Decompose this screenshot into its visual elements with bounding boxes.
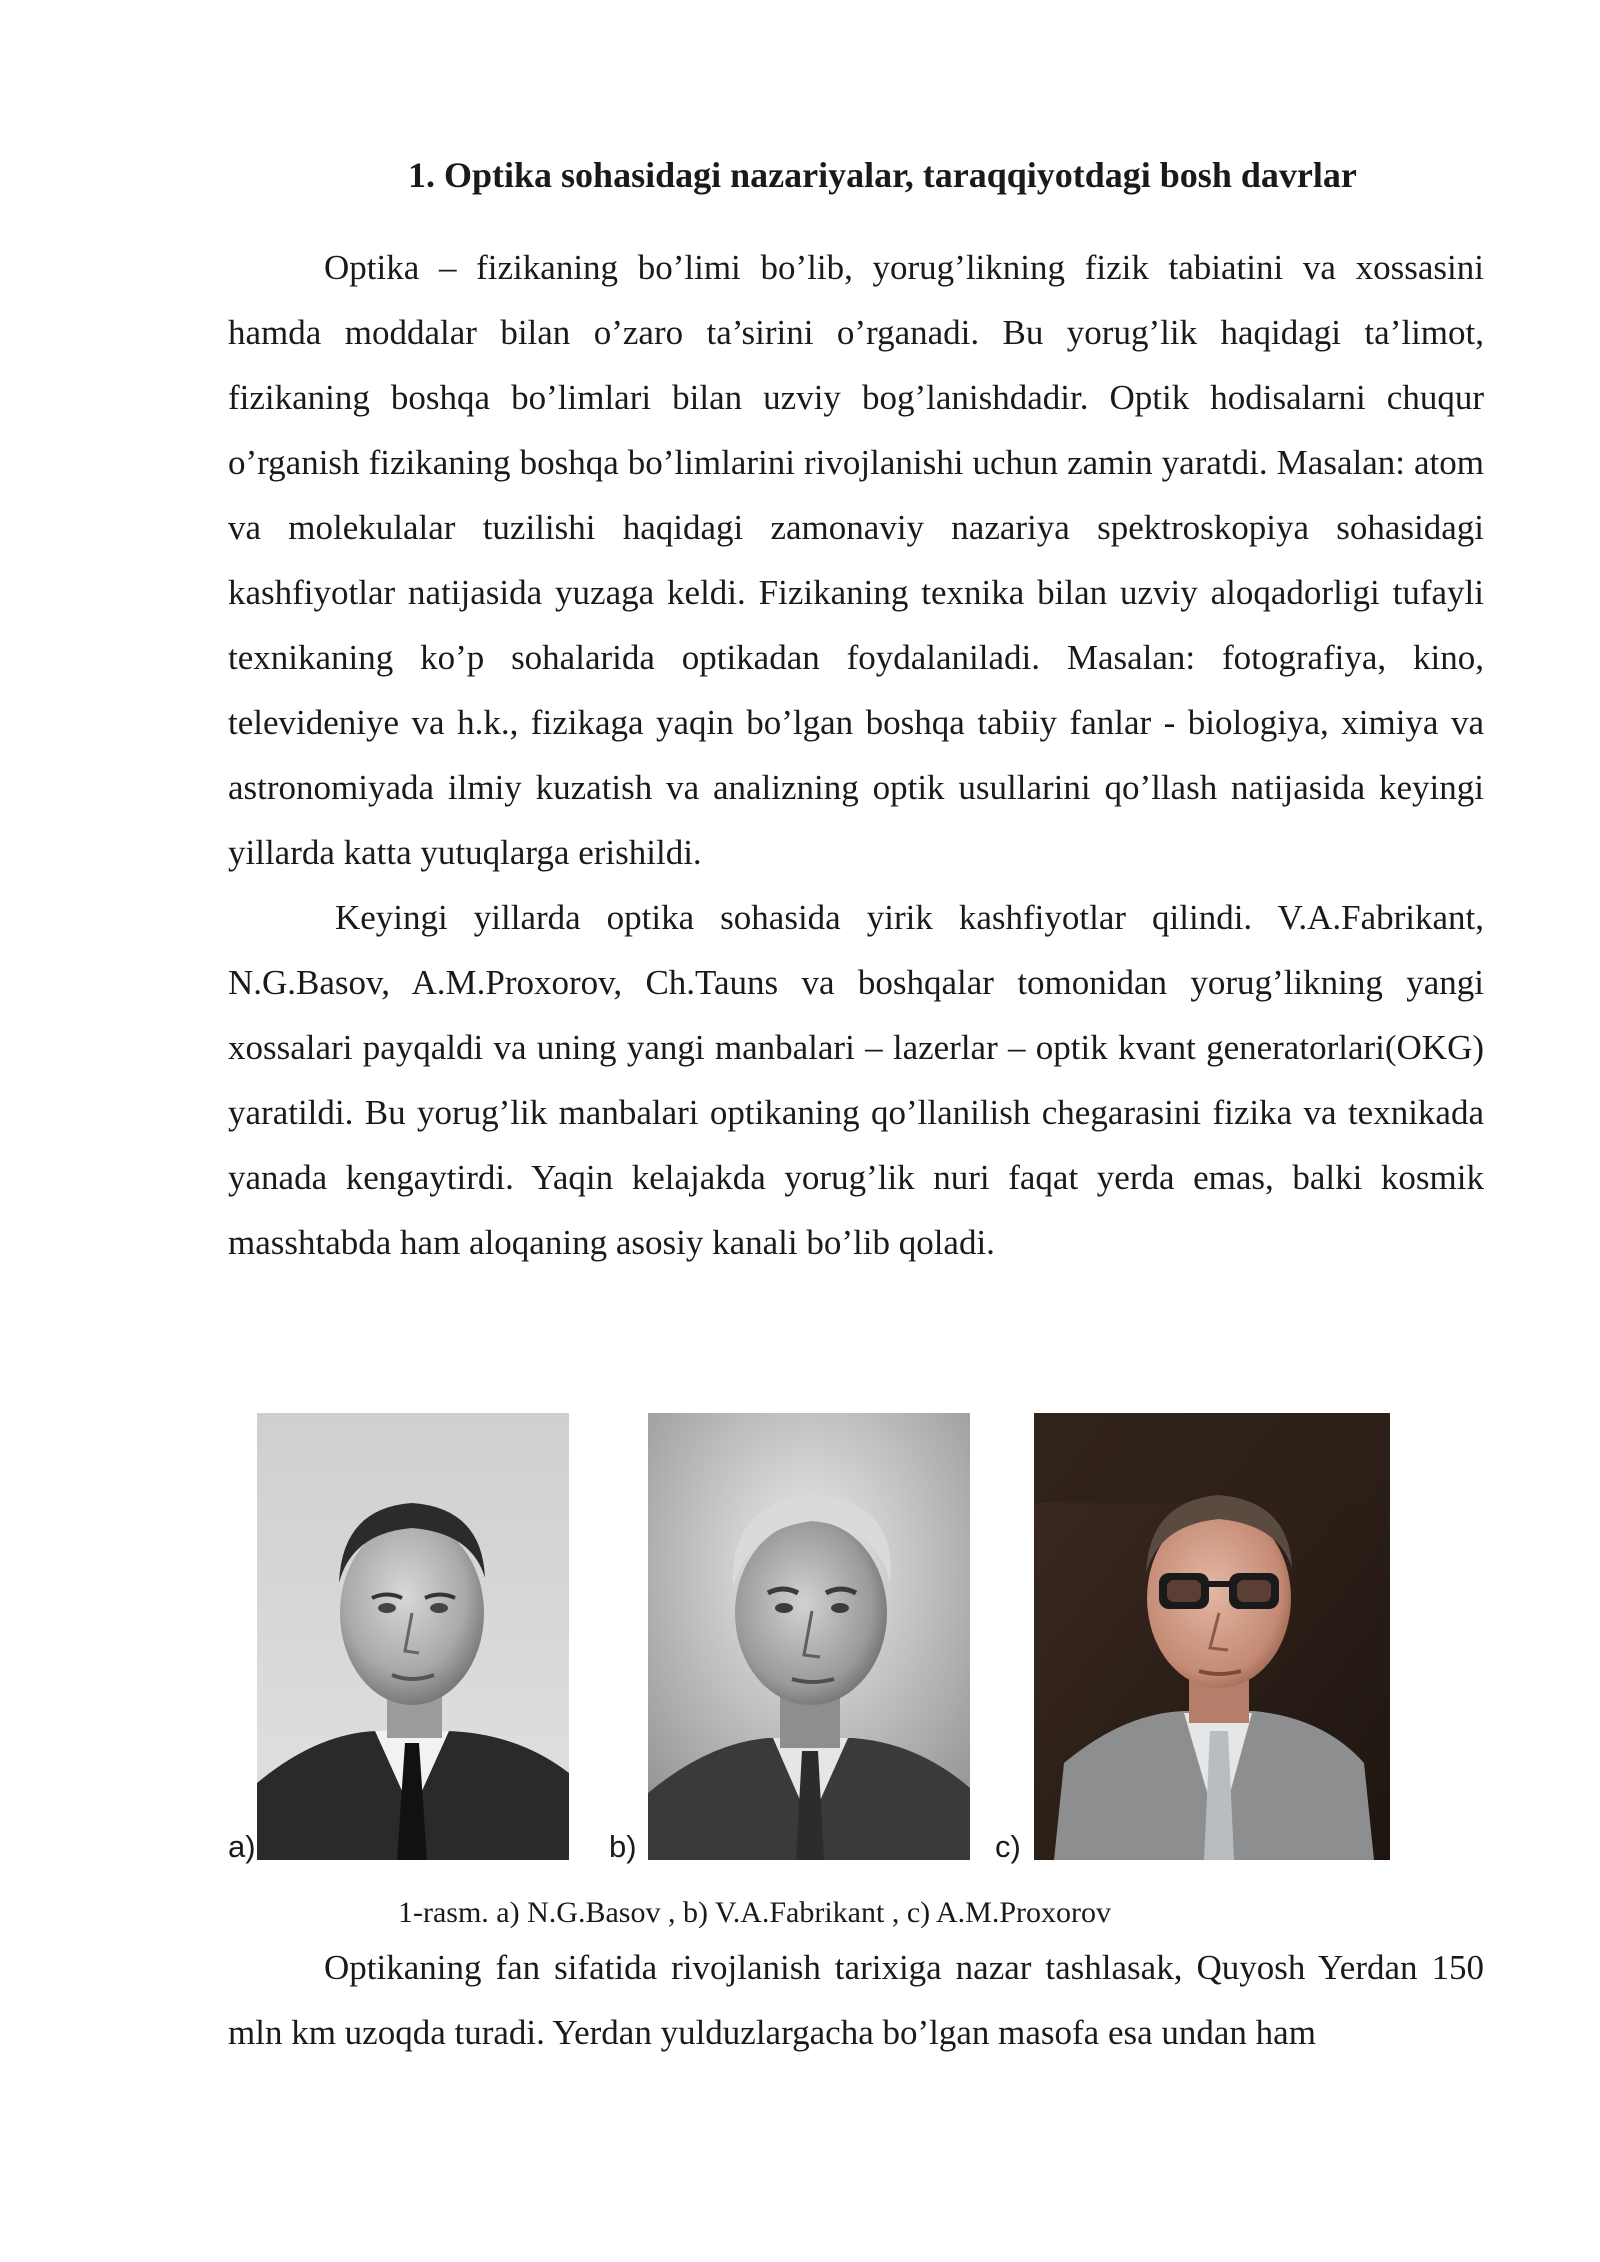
portrait-photo-a [257, 1413, 569, 1860]
portrait-photo-b [648, 1413, 970, 1860]
figure-label-b: b) [609, 1829, 637, 1864]
paragraph-discoveries [228, 885, 1484, 1275]
paragraph-text: Optika – fizikaning bo’limi bo’lib, yorug’likning fizik tabiatini va xossasini hamda moddalar bilan o’zaro ta’sirini o’rganadi. Bu yorug’lik haqidagi ta’limot, fizikaning boshqa bo’limlari bilan uzviy bog’lanishdadir. Optik hodisalarni chuqur o’rganish fizikaning boshqa bo’limlarini rivojlanishi uchun zamin yaratdi. Masalan: atom va molekulalar tuzilishi haqidagi zamonaviy nazariya spektroskopiya sohasidagi kashfiyotlar natijasida yuzaga keldi. Fizikaning texnika bilan uzviy aloqadorligi tufayli texnikaning ko’p sohalarida optikadan foydalaniladi. Masalan: fotografiya, kino, televideniye va h.k., fizikaga yaqin bo’lgan boshqa tabiiy fanlar - biologiya, ximiya va astronomiyada ilmiy kuzatish va analizning optik usullarini qo’llash natijasida keyingi yillarda katta yutuqlarga erishildi. [228, 248, 1484, 872]
paragraph-text: Optikaning fan sifatida rivojlanish tarixiga nazar tashlasak, Quyosh Yerdan 150 mln km uzoqda turadi. Yerdan yulduzlargacha bo’lgan masofa esa undan ham [228, 1948, 1484, 2052]
figure-label-c: c) [995, 1829, 1021, 1864]
paragraph-intro [228, 235, 1484, 885]
section-heading: 1. Optika sohasidagi nazariyalar, taraqqiyotdagi bosh davrlar [408, 155, 1357, 195]
figure-caption: 1-rasm. a) N.G.Basov , b) V.A.Fabrikant , c) A.M.Proxorov [398, 1896, 1111, 1929]
paragraph-text: Keyingi yillarda optika sohasida yirik kashfiyotlar qilindi. V.A.Fabrikant, N.G.Basov, A.M.Proxorov, Ch.Tauns va boshqalar tomonidan yorug’likning yangi xossalari payqaldi va uning yangi manbalari – lazerlar – optik kvant generatorlari(OKG) yaratildi. Bu yorug’lik manbalari optikaning qo’llanilish chegarasini fizika va texnikada yanada kengaytirdi. Yaqin kelajakda yorug’lik nuri faqat yerda emas, balki kosmik masshtabda ham aloqaning asosiy kanali bo’lib qoladi. [228, 898, 1484, 1262]
paragraph-history [228, 1935, 1484, 2065]
figure-label-a: a) [228, 1829, 256, 1864]
portrait-photo-c [1034, 1413, 1390, 1860]
